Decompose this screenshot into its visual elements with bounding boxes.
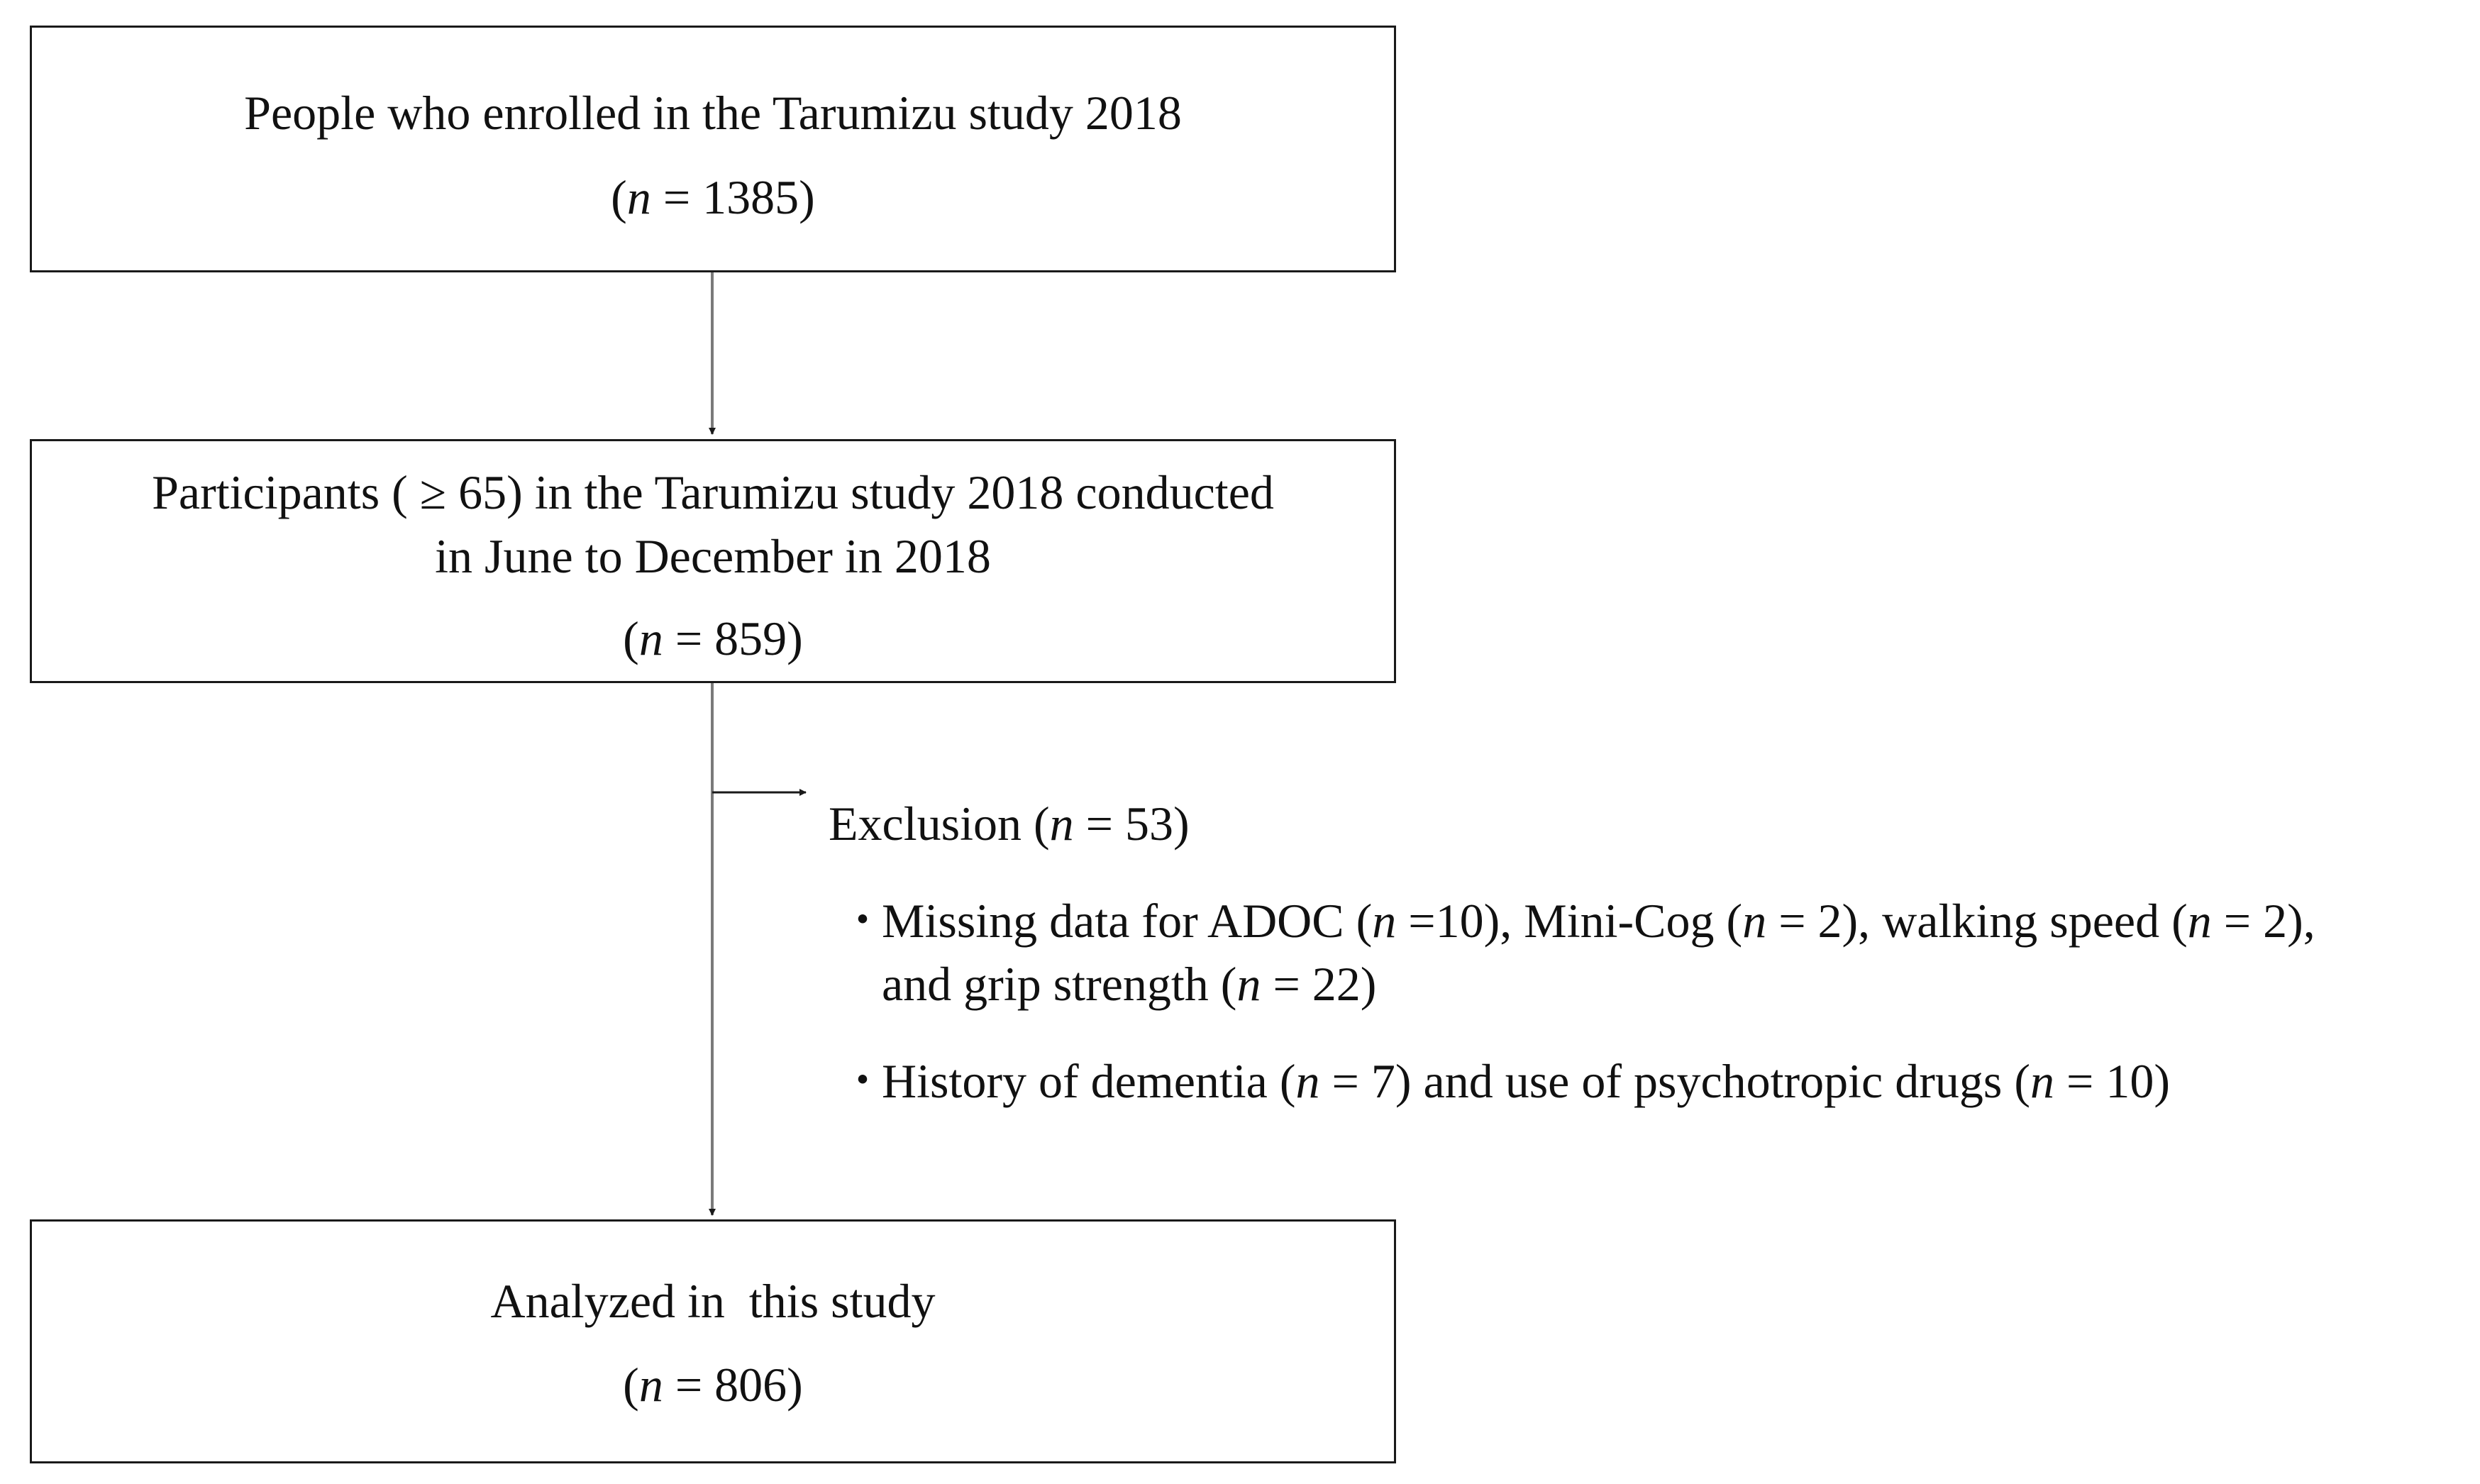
analyzed-title — [32, 1274, 1394, 1328]
text-part: Missing data for ADOC ( — [882, 894, 1373, 948]
var-n: n — [1295, 1054, 1320, 1108]
bullet-glyph: ・ — [838, 894, 887, 948]
var-n: n — [2030, 1054, 2054, 1108]
count-prefix: ( — [623, 611, 639, 665]
text-part: = 7) and use of psychotropic drugs ( — [1319, 1054, 2030, 1108]
text-part: =10), Mini-Cog ( — [1396, 894, 1743, 948]
participants-count — [32, 611, 1394, 665]
text-part: and grip strength ( — [882, 957, 1237, 1011]
participants-title-line2-text: in June to December in 2018 — [435, 529, 991, 583]
count-prefix: ( — [611, 170, 627, 224]
count-rest: = 859) — [663, 611, 803, 665]
var-n: n — [2187, 894, 2212, 948]
bullet-glyph: ・ — [838, 1054, 887, 1108]
exclusion-header-var: n — [1049, 797, 1074, 851]
enrolled-title-text: People who enrolled in the Tarumizu study 2018 — [244, 86, 1182, 140]
text-part: = 10) — [2054, 1054, 2170, 1108]
text-part: = 22) — [1261, 957, 1377, 1011]
exclusion-header — [829, 797, 1190, 851]
enrolled-box — [30, 26, 1396, 272]
exclusion-header-rest: = 53) — [1073, 797, 1190, 851]
exclusion-bullet-2 — [838, 1054, 887, 1108]
count-rest: = 806) — [663, 1358, 803, 1412]
var-n: n — [1372, 894, 1397, 948]
var-n: n — [1236, 957, 1261, 1011]
participants-title-line2 — [32, 529, 1394, 583]
participants-box — [30, 439, 1396, 683]
exclusion-bullet-1 — [838, 894, 887, 948]
participants-title-line1 — [32, 465, 1394, 519]
enrolled-count — [32, 170, 1394, 224]
exclusion-header-prefix: Exclusion ( — [829, 797, 1050, 851]
count-var: n — [626, 170, 651, 224]
count-prefix: ( — [623, 1358, 639, 1412]
text-part: History of dementia ( — [882, 1054, 1296, 1108]
text-part: = 2), — [2211, 894, 2315, 948]
count-var: n — [638, 1358, 663, 1412]
analyzed-count — [32, 1358, 1394, 1412]
analyzed-title-text: Analyzed in this study — [490, 1274, 936, 1328]
exclusion-item-2 — [882, 1054, 2170, 1108]
count-var: n — [638, 611, 663, 665]
analyzed-box — [30, 1219, 1396, 1463]
exclusion-item-1-line2 — [882, 957, 1377, 1011]
participants-title-line1-text: Participants ( ≥ 65) in the Tarumizu study 2018 conducted — [152, 465, 1274, 519]
var-n: n — [1742, 894, 1767, 948]
exclusion-item-1-line1 — [882, 894, 2315, 948]
count-rest: = 1385) — [651, 170, 815, 224]
text-part: = 2), walking speed ( — [1766, 894, 2188, 948]
enrolled-title — [32, 86, 1394, 140]
